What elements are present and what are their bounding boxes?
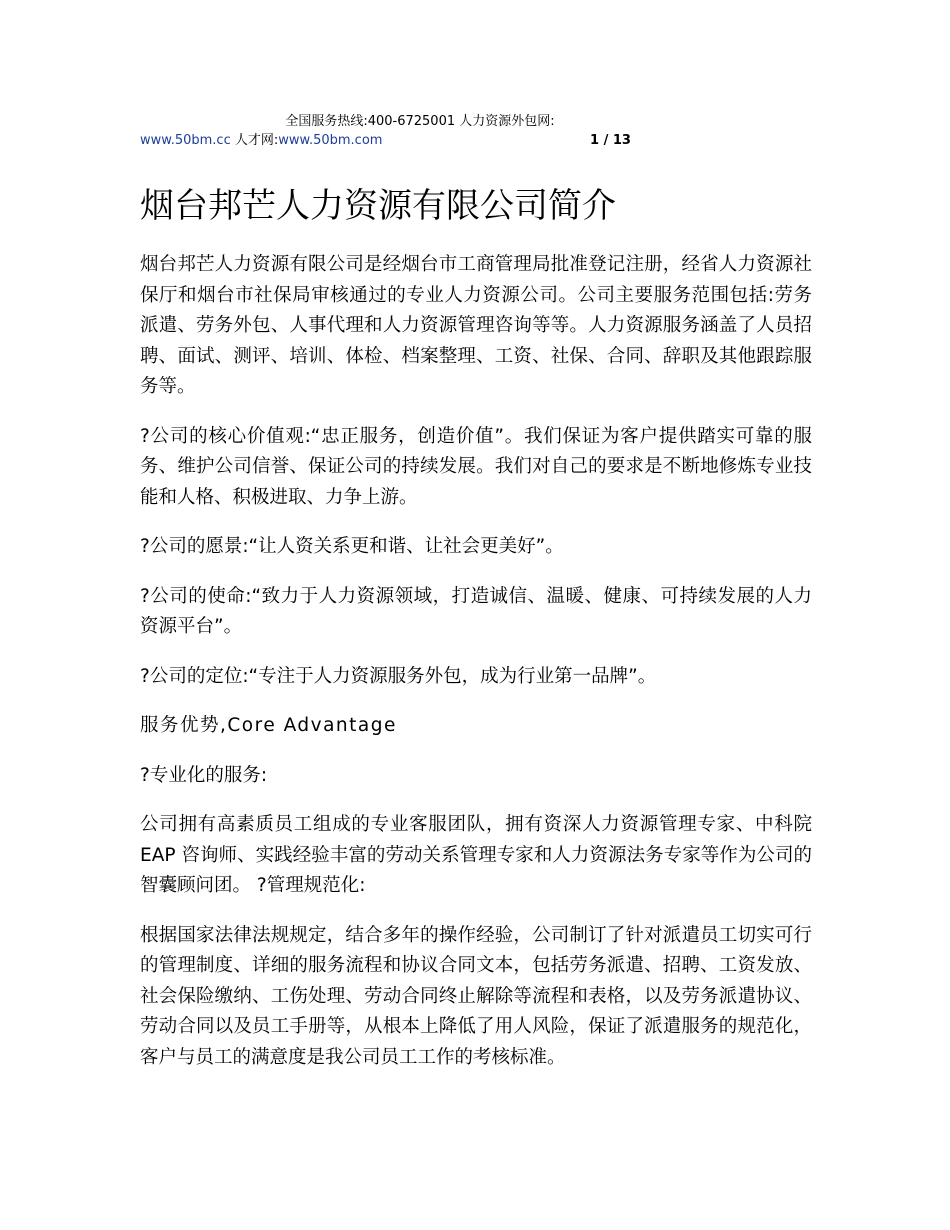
- hotline-text: 全国服务热线:400-6725001 人力资源外包网:: [285, 114, 555, 129]
- paragraph-intro: 烟台邦芒人力资源有限公司是经烟台市工商管理局批准登记注册，经省人力资源社保厅和烟台市社保局审核通过的专业人力资源公司。公司主要服务范围包括:劳务派遣、劳务外包、人事代理和人力资源管理咨询等等。人力资源服务涵盖了人员招聘、面试、测评、培训、体检、档案整理、工资、社保、合同、辞职及其他跟踪服务等。: [140, 254, 812, 397]
- header-links-row: [140, 131, 640, 150]
- document-body: [140, 250, 812, 1092]
- paragraph-positioning: ?公司的定位:“专注于人力资源服务外包，成为行业第一品牌”。: [140, 665, 657, 687]
- outsourcing-site-link[interactable]: www.50bm.cc: [140, 133, 231, 148]
- document-title: 烟台邦芒人力资源有限公司简介: [140, 186, 616, 226]
- page-number: 1 / 13: [590, 133, 631, 148]
- paragraph-management-standards: 根据国家法律法规规定，结合多年的操作经验，公司制订了针对派遣员工切实可行的管理制度、详细的服务流程和协议合同文本，包括劳务派遣、招聘、工资发放、社会保险缴纳、工伤处理、劳动合同终止解除等流程和表格，以及劳务派遣协议、劳动合同以及员工手册等，从根本上降低了用人风险，保证了派遣服务的规范化，客户与员工的满意度是我公司员工工作的考核标准。: [140, 924, 812, 1068]
- talent-site-label: 人才网:: [230, 133, 279, 148]
- page-header: [140, 112, 640, 150]
- talent-site-link[interactable]: www.50bm.com: [278, 133, 383, 148]
- paragraph-core-values: ?公司的核心价值观:“忠正服务，创造价值”。我们保证为客户提供踏实可靠的服务、维护公司信誉、保证公司的持续发展。我们对自己的要求是不断地修炼专业技能和人格、积极进取、力争上游。: [140, 425, 812, 508]
- paragraph-professional-team: 公司拥有高素质员工组成的专业客服团队，拥有资深人力资源管理专家、中科院 EAP 咨询师、实践经验丰富的劳动关系管理专家和人力资源法务专家等作为公司的智囊顾问团。 ?管理规范化:: [140, 814, 812, 896]
- paragraph-vision: ?公司的愿景:“让人资关系更和谐、让社会更美好”。: [140, 536, 564, 557]
- header-links: [140, 131, 382, 150]
- paragraph-mission: ?公司的使命:“致力于人力资源领域，打造诚信、温暖、健康、可持续发展的人力资源平台”。: [140, 585, 812, 637]
- paragraph-professional-service-heading: ?专业化的服务:: [140, 764, 268, 786]
- paragraph-service-advantage-heading: 服务优势,Core Advantage: [140, 715, 397, 736]
